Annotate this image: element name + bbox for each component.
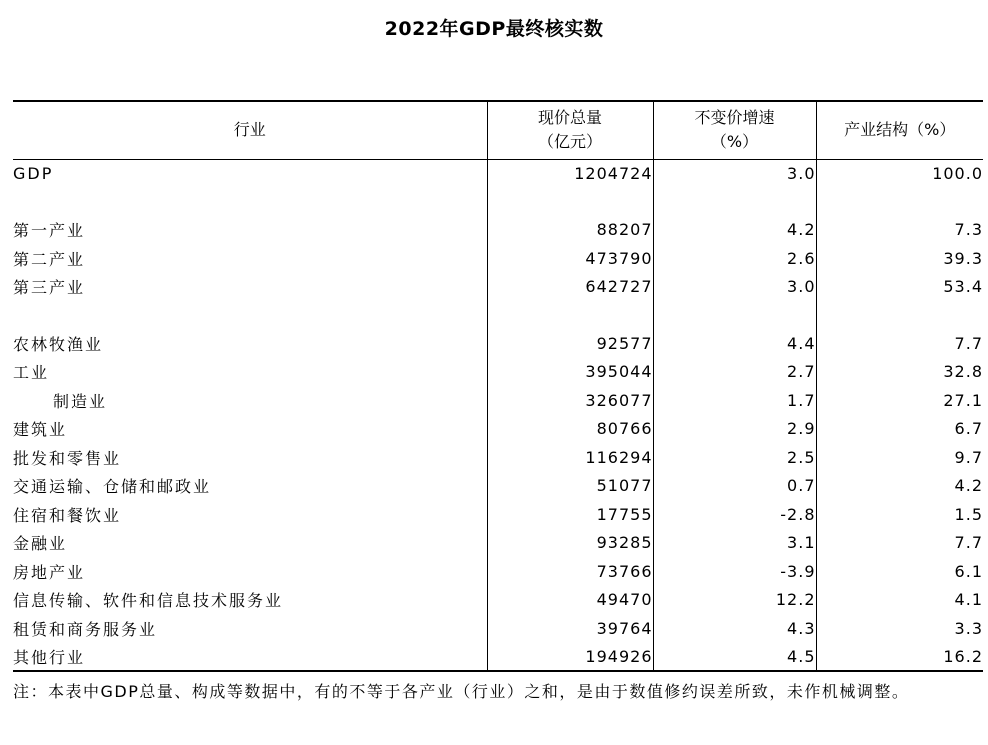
row-name: 交通运输、仓储和邮政业 <box>13 477 212 497</box>
row-value: 49470 <box>487 586 653 615</box>
table-row <box>13 244 983 273</box>
header-growth <box>653 101 816 159</box>
row-share: 4.2 <box>816 472 983 501</box>
row-name: 住宿和餐饮业 <box>13 505 122 525</box>
table-row <box>13 529 983 558</box>
row-value: 73766 <box>487 557 653 586</box>
gdp-table <box>13 100 983 672</box>
row-name: 第一产业 <box>13 221 86 241</box>
header-structure: 产业结构（%） <box>816 101 983 159</box>
row-growth: 2.7 <box>653 358 816 387</box>
table-row <box>13 358 983 387</box>
row-share: 3.3 <box>816 614 983 643</box>
row-value: 51077 <box>487 472 653 501</box>
row-value: 93285 <box>487 529 653 558</box>
row-growth: 0.7 <box>653 472 816 501</box>
row-value: 116294 <box>487 443 653 472</box>
header-value-label: 现价总量 <box>537 108 602 128</box>
row-name: 建筑业 <box>13 420 68 440</box>
row-share: 4.1 <box>816 586 983 615</box>
table-row <box>13 273 983 302</box>
row-value: 194926 <box>487 643 653 672</box>
table-row <box>13 500 983 529</box>
row-growth: 3.0 <box>653 273 816 302</box>
row-growth: 3.1 <box>653 529 816 558</box>
table-row <box>13 443 983 472</box>
row-name: 租赁和商务服务业 <box>13 619 158 639</box>
row-growth: -2.8 <box>653 500 816 529</box>
header-value-unit: （亿元） <box>537 132 602 152</box>
row-share: 53.4 <box>816 273 983 302</box>
row-growth: -3.9 <box>653 557 816 586</box>
table-row <box>13 329 983 358</box>
row-growth: 1.7 <box>653 386 816 415</box>
row-value: 92577 <box>487 329 653 358</box>
row-value: 88207 <box>487 216 653 245</box>
table-row <box>13 586 983 615</box>
row-name: 第二产业 <box>13 249 86 269</box>
header-growth-label: 不变价增速 <box>694 108 775 128</box>
row-name: 第三产业 <box>13 278 86 298</box>
row-growth: 4.2 <box>653 216 816 245</box>
row-growth: 4.4 <box>653 329 816 358</box>
row-name: 房地产业 <box>13 562 86 582</box>
table-header <box>13 101 983 159</box>
row-value: 80766 <box>487 415 653 444</box>
row-value: 395044 <box>487 358 653 387</box>
table-row <box>13 557 983 586</box>
row-growth: 12.2 <box>653 586 816 615</box>
spacer-row <box>13 188 983 216</box>
header-growth-unit: （%） <box>710 132 759 152</box>
row-name: 批发和零售业 <box>13 448 122 468</box>
table-row <box>13 216 983 245</box>
row-share: 1.5 <box>816 500 983 529</box>
row-share: 9.7 <box>816 443 983 472</box>
row-value: 642727 <box>487 273 653 302</box>
row-name: 工业 <box>13 363 50 383</box>
table-row <box>13 614 983 643</box>
row-growth: 2.5 <box>653 443 816 472</box>
row-share: 39.3 <box>816 244 983 273</box>
row-name: 金融业 <box>13 534 68 554</box>
table-row <box>13 643 983 672</box>
row-value: 1204724 <box>487 159 653 188</box>
table-row <box>13 159 983 188</box>
row-growth: 2.9 <box>653 415 816 444</box>
table-row <box>13 415 983 444</box>
row-share: 100.0 <box>816 159 983 188</box>
row-value: 473790 <box>487 244 653 273</box>
row-value: 326077 <box>487 386 653 415</box>
row-growth: 2.6 <box>653 244 816 273</box>
row-name: GDP <box>13 164 54 183</box>
row-growth: 4.5 <box>653 643 816 672</box>
footnote: 注：本表中GDP总量、构成等数据中，有的不等于各产业（行业）之和，是由于数值修约误差所致，未作机械调整。 <box>13 682 910 701</box>
row-growth: 3.0 <box>653 159 816 188</box>
row-name: 其他行业 <box>13 643 487 672</box>
row-name: 制造业 <box>53 391 108 411</box>
spacer-row <box>13 301 983 329</box>
row-share: 27.1 <box>816 386 983 415</box>
table-row <box>13 472 983 501</box>
row-share: 16.2 <box>816 643 983 672</box>
header-industry: 行业 <box>13 101 487 159</box>
row-growth: 4.3 <box>653 614 816 643</box>
row-share: 6.1 <box>816 557 983 586</box>
row-name: 农林牧渔业 <box>13 334 104 354</box>
row-share: 7.7 <box>816 529 983 558</box>
row-share: 32.8 <box>816 358 983 387</box>
row-share: 7.7 <box>816 329 983 358</box>
table-row <box>13 386 983 415</box>
row-name: 信息传输、软件和信息技术服务业 <box>13 591 284 611</box>
row-share: 7.3 <box>816 216 983 245</box>
row-value: 39764 <box>487 614 653 643</box>
row-share: 6.7 <box>816 415 983 444</box>
header-value <box>487 101 653 159</box>
page-title: 2022年GDP最终核实数 <box>384 18 604 40</box>
row-value: 17755 <box>487 500 653 529</box>
